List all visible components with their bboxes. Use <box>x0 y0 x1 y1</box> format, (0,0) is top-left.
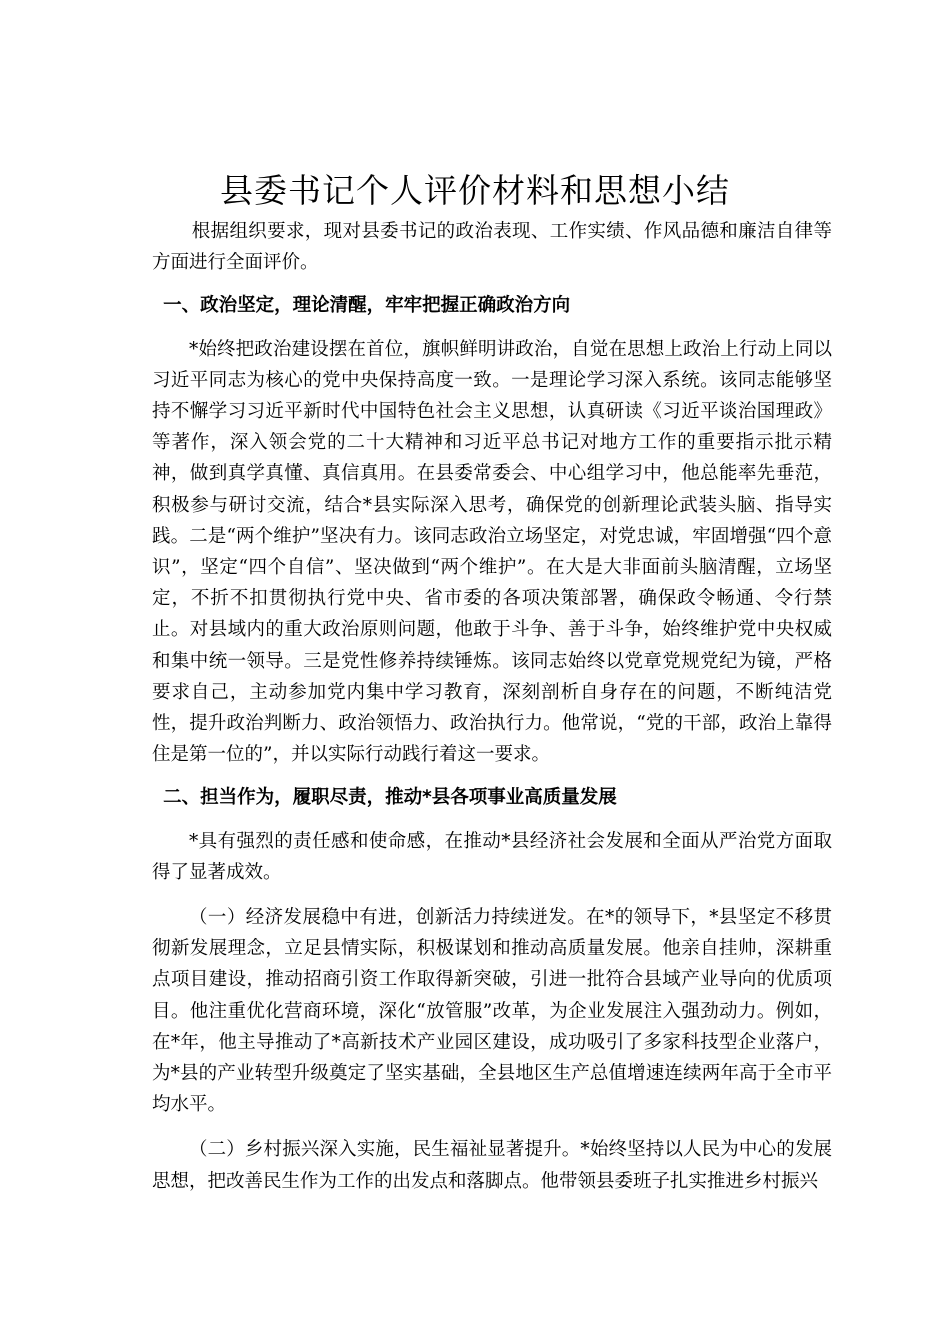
section-heading-1: 一、政治坚定，理论清醒，牢牢把握正确政治方向 <box>163 295 571 317</box>
document-title: 县委书记个人评价材料和思想小结 <box>220 171 730 210</box>
section-heading-2: 二、担当作为，履职尽责，推动*县各项事业高质量发展 <box>163 787 617 809</box>
intro-paragraph: 根据组织要求，现对县委书记的政治表现、工作实绩、作风品德和廉洁自律等方面进行全面评价。 <box>152 221 832 274</box>
section1-paragraph: *始终把政治建设摆在首位，旗帜鲜明讲政治，自觉在思想上政治上行动上同以习近平同志为核心的党中央保持高度一致。一是理论学习深入系统。该同志能够坚持不懈学习习近平新时代中国特色社会主义思想，认真研读《习近平谈治国理政》等著作，深入领会党的二十大精神和习近平总书记对地方工作的重要指示批示精神，做到真学真懂、真信真用。在县委常委会、中心组学习中，他总能率先垂范，积极参与研讨交流，结合*县实际深入思考，确保党的创新理论武装头脑、指导实践。二是“两个维护”坚决有力。该同志政治立场坚定，对党忠诚，牢固增强“四个意识”，坚定“四个自信”、坚决做到“两个维护”。在大是大非面前头脑清醒，立场坚定，不折不扣贯彻执行党中央、省市委的各项决策部署，确保政令畅通、令行禁止。对县域内的重大政治原则问题，他敢于斗争、善于斗争，始终维护党中央权威和集中统一领导。三是党性修养持续锤炼。该同志始终以党章党规党纪为镜，严格要求自己，主动参加党内集中学习教育，深刻剖析自身存在的问题，不断纯洁党性，提升政治判断力、政治领悟力、政治执行力。他常说，“党的干部，政治上靠得住是第一位的”，并以实际行动践行着这一要求。 <box>152 338 832 766</box>
document-body <box>152 216 832 1197</box>
section2-paragraph-2: （一）经济发展稳中有进，创新活力持续迸发。在*的领导下，*县坚定不移贯彻新发展理念，立足县情实际，积极谋划和推动高质量发展。他亲自挂帅，深耕重点项目建设，推动招商引资工作取得新突破，引进一批符合县域产业导向的优质项目。他注重优化营商环境，深化“放管服”改革，为企业发展注入强劲动力。例如，在*年，他主导推动了*高新技术产业园区建设，成功吸引了多家科技型企业落户，为*县的产业转型升级奠定了坚实基础，全县地区生产总值增速连续两年高于全市平均水平。 <box>152 907 832 1116</box>
section2-paragraph-1: *具有强烈的责任感和使命感，在推动*县经济社会发展和全面从严治党方面取得了显著成效。 <box>152 830 832 883</box>
section2-paragraph-3: （二）乡村振兴深入实施，民生福祉显著提升。*始终坚持以人民为中心的发展思想，把改善民生作为工作的出发点和落脚点。他带领县委班子扎实推进乡村振兴 <box>152 1139 832 1192</box>
